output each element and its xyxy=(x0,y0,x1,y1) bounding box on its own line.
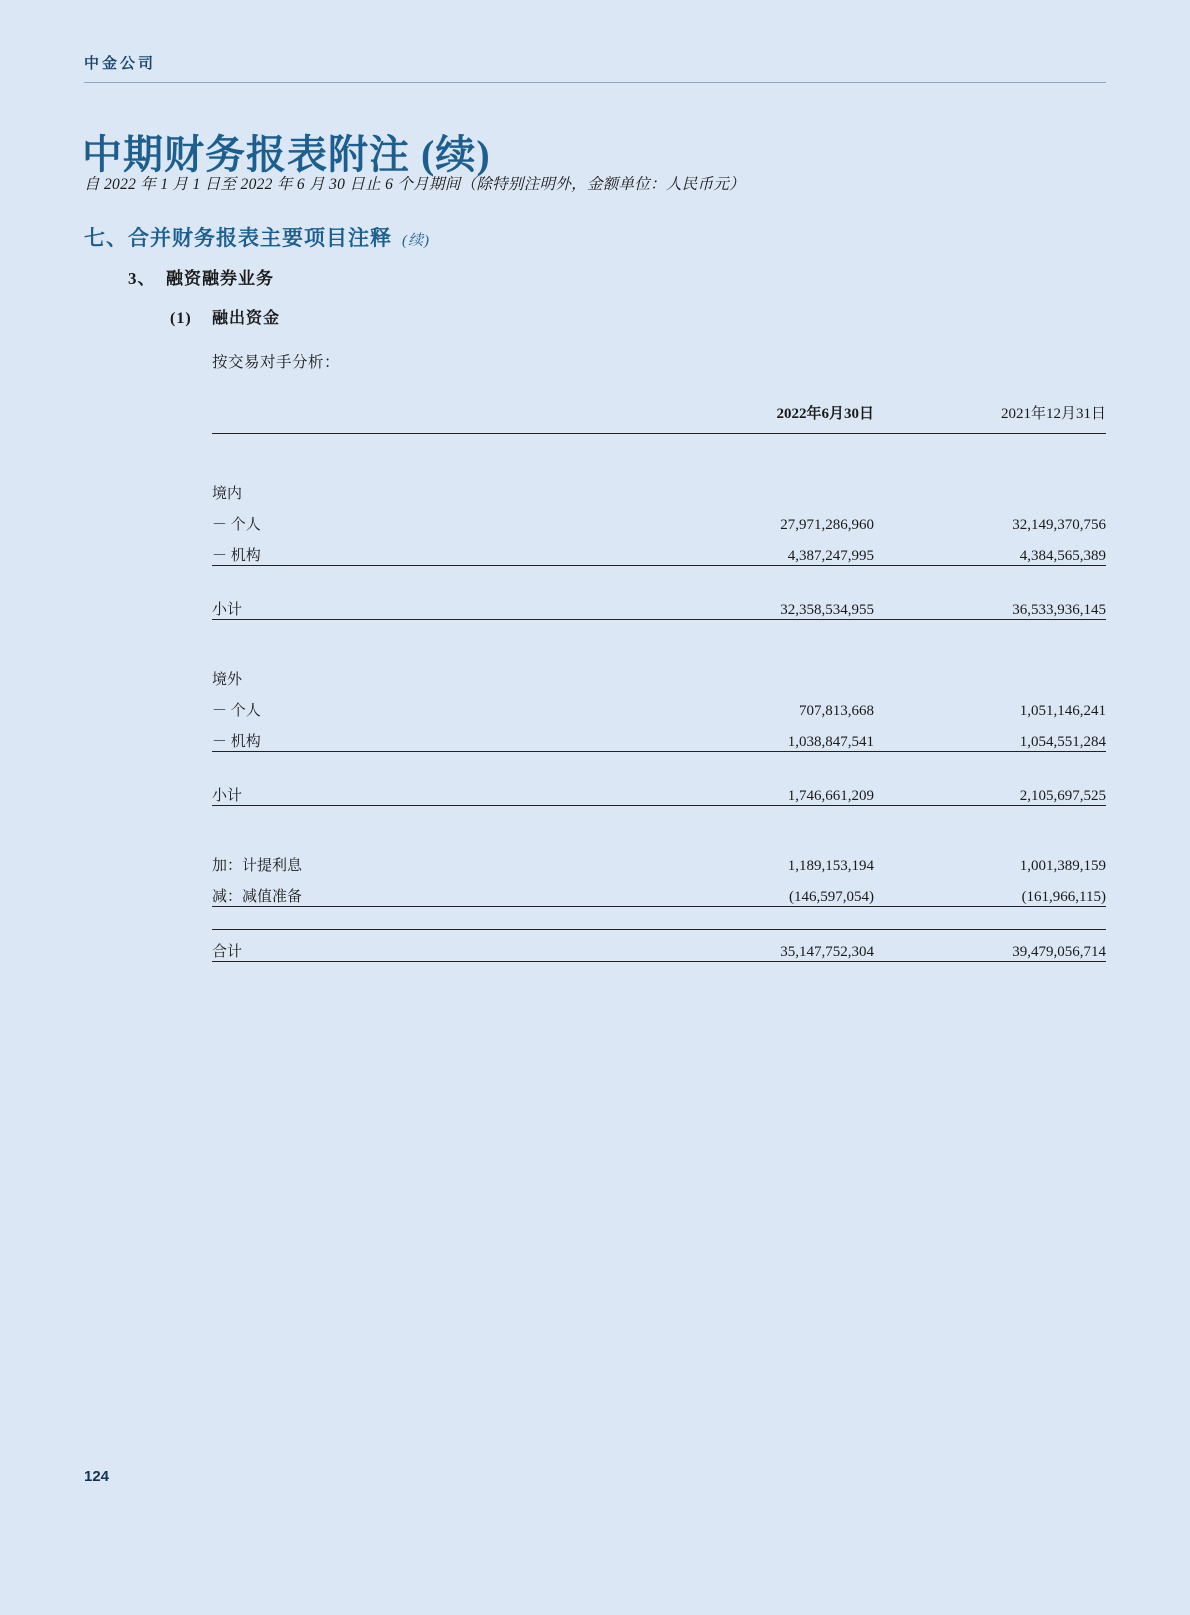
table-row xyxy=(212,472,1106,503)
row-prior: 39,479,056,714 xyxy=(874,930,1106,962)
row-current: 707,813,668 xyxy=(799,703,874,719)
table-row xyxy=(212,534,1106,566)
row-current: 32,358,534,955 xyxy=(642,588,874,620)
row-prior: 4,384,565,389 xyxy=(874,534,1106,566)
table-header-row xyxy=(212,402,1106,434)
table-lead-in: 按交易对手分析： xyxy=(212,354,341,371)
row-label: 加：计提利息 xyxy=(212,858,303,874)
row-current: 4,387,247,995 xyxy=(642,534,874,566)
note-item-title: 融资融券业务 xyxy=(166,269,274,288)
row-label: － 个人 xyxy=(212,517,261,533)
row-prior: 32,149,370,756 xyxy=(1012,517,1106,533)
row-current: (146,597,054) xyxy=(642,875,874,907)
note-subitem-heading xyxy=(170,305,280,328)
table-row-subtotal xyxy=(212,774,1106,806)
row-current xyxy=(642,472,874,503)
page-subtitle: 自 2022 年 1 月 1 日至 2022 年 6 月 30 日止 6 个月期间（除特别注明外，金额单位：人民币元） xyxy=(84,176,745,193)
note-item-heading xyxy=(128,264,274,289)
row-prior: 2,105,697,525 xyxy=(874,774,1106,806)
table-rule-top xyxy=(212,434,1106,473)
row-prior: 1,054,551,284 xyxy=(874,720,1106,752)
section-heading xyxy=(84,222,430,252)
table-row xyxy=(212,844,1106,875)
page-title: 中期财务报表附注 (续) xyxy=(82,131,491,177)
table-spacer xyxy=(212,752,1106,775)
row-prior xyxy=(874,472,1106,503)
section-heading-text: 七、合并财务报表主要项目注释 xyxy=(84,226,392,250)
table-spacer xyxy=(212,566,1106,589)
row-prior: (161,966,115) xyxy=(874,875,1106,907)
row-current: 1,189,153,194 xyxy=(787,858,874,874)
row-label: 合计 xyxy=(212,930,642,962)
row-label: 小计 xyxy=(212,588,642,620)
column-header-prior: 2021年12月31日 xyxy=(1000,406,1106,422)
row-label: 境内 xyxy=(212,486,243,502)
note-subitem-title: 融出资金 xyxy=(212,310,281,327)
header-divider xyxy=(84,82,1106,83)
running-head: 中金公司 xyxy=(84,55,157,72)
section-heading-continued: (续) xyxy=(402,233,430,249)
note-subitem-number: (1) xyxy=(170,310,192,327)
row-current: 35,147,752,304 xyxy=(642,930,874,962)
table-row xyxy=(212,503,1106,534)
row-label: － 机构 xyxy=(212,720,642,752)
row-prior: 1,051,146,241 xyxy=(1019,703,1106,719)
table-row-total xyxy=(212,930,1106,962)
row-prior: 1,001,389,159 xyxy=(1019,858,1106,874)
table-row xyxy=(212,658,1106,689)
table-spacer xyxy=(212,806,1106,845)
row-label: 减：减值准备 xyxy=(212,875,642,907)
table-row xyxy=(212,875,1106,907)
column-header-current: 2022年6月30日 xyxy=(776,406,874,422)
page-number: 124 xyxy=(84,1468,110,1485)
table-row xyxy=(212,689,1106,720)
row-current: 1,038,847,541 xyxy=(642,720,874,752)
row-label: 小计 xyxy=(212,774,642,806)
table-row xyxy=(212,720,1106,752)
row-current xyxy=(642,658,874,689)
table-spacer xyxy=(212,620,1106,659)
row-current: 1,746,661,209 xyxy=(642,774,874,806)
row-label: － 个人 xyxy=(212,703,261,719)
row-label: － 机构 xyxy=(212,534,642,566)
column-header-label xyxy=(212,402,642,434)
table-row-subtotal xyxy=(212,588,1106,620)
row-label: 境外 xyxy=(212,672,243,688)
row-current: 27,971,286,960 xyxy=(780,517,874,533)
table-spacer xyxy=(212,907,1106,930)
financial-table xyxy=(212,402,1106,962)
note-item-number: 3、 xyxy=(128,269,156,288)
row-prior xyxy=(874,658,1106,689)
row-prior: 36,533,936,145 xyxy=(874,588,1106,620)
